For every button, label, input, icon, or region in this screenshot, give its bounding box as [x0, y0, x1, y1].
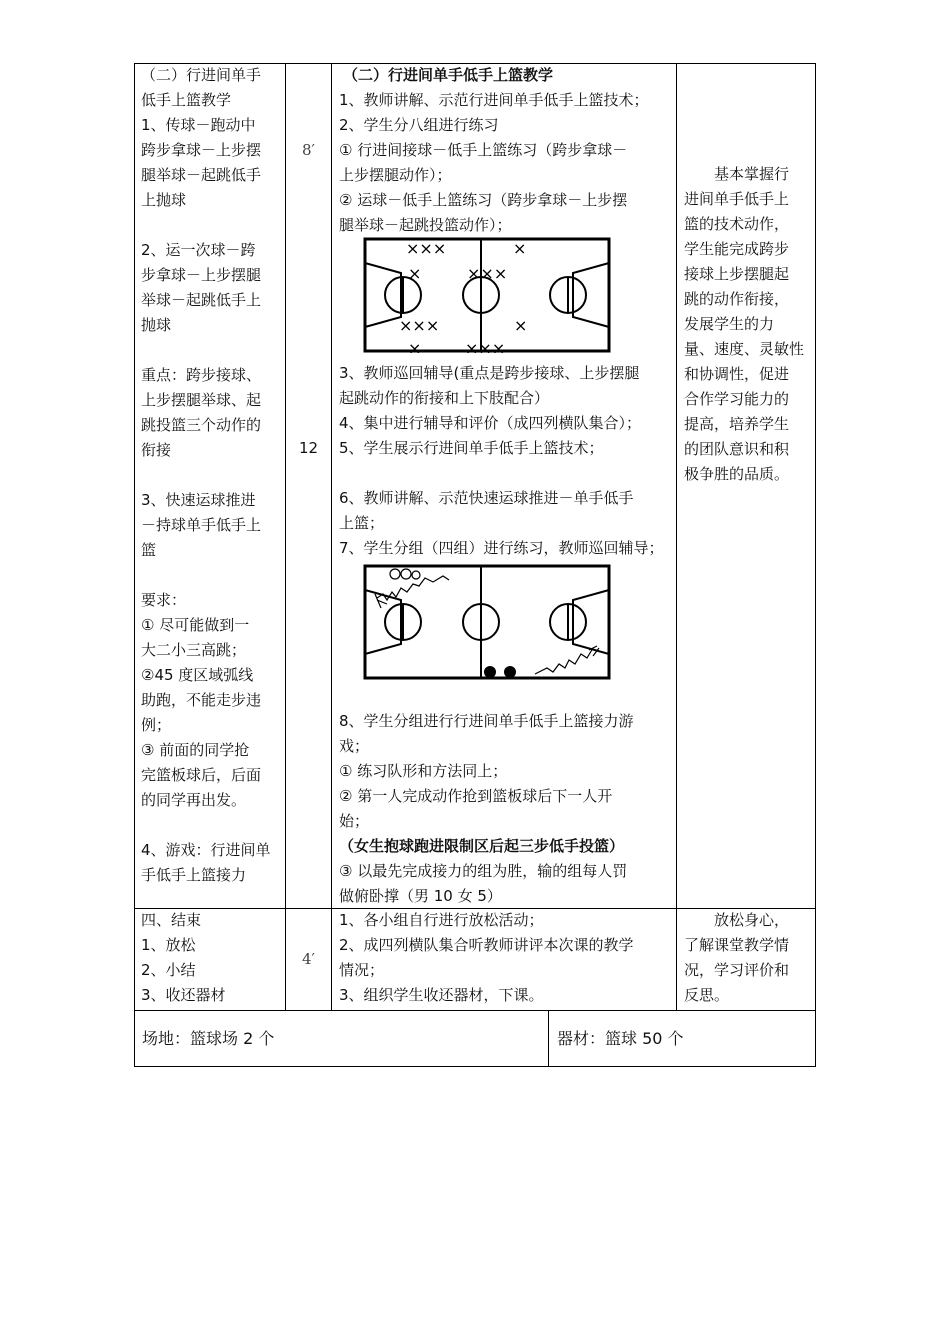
content-line: 完篮板球后，后面: [141, 766, 262, 784]
objective-line: 极争胜的品质。: [684, 465, 790, 483]
column-divider-3: [676, 63, 677, 1010]
objective-line: 合作学习能力的: [684, 390, 790, 408]
method-line: 做俯卧撑（男 10 女 5）: [339, 887, 502, 905]
ending-method-line: 3、组织学生收还器材，下课。: [339, 986, 544, 1004]
column-divider-2: [331, 63, 332, 1010]
teaching-methods-part2: [339, 361, 671, 561]
ending-objective-line: 了解课堂教学情: [684, 936, 790, 954]
content-line: 手低手上篮接力: [141, 866, 247, 884]
teaching-methods-part3: [339, 709, 671, 909]
content-line: [141, 338, 283, 363]
section-title: （二）行进间单手低手上篮教学: [343, 66, 554, 84]
objective-line: 提高，培养学生: [684, 415, 790, 433]
method-line: 8、学生分组进行行进间单手低手上篮接力游: [339, 712, 634, 730]
content-line: 跳投篮三个动作的: [141, 416, 262, 434]
formation-mark-left-4: ×: [408, 339, 422, 353]
court-diagram-formation: [363, 237, 611, 353]
method-line: 6、教师讲解、示范快速运球推进－单手低手: [339, 489, 634, 507]
formation-mark-left-top: ×××: [406, 239, 447, 258]
content-line: ① 尽可能做到一: [141, 616, 250, 634]
method-line: 起跳动作的衔接和上下肢配合）: [339, 389, 550, 407]
content-line: 3、快速运球推进: [141, 491, 256, 509]
method-line: ② 运球－低手上篮练习（跨步拿球－上步摆: [339, 191, 628, 209]
method-line: ③ 以最先完成接力的组为胜，输的组每人罚: [339, 862, 628, 880]
content-line: 举球－起跳低手上: [141, 291, 262, 309]
ending-method-line: 1、各小组自行进行放松活动；: [339, 911, 544, 929]
method-line: [339, 461, 671, 486]
venue-label: 场地：篮球场 2 个: [142, 1029, 275, 1048]
content-line: 2、运一次球－跨: [141, 241, 256, 259]
objective-line: 篮的技术动作，: [684, 215, 790, 233]
court-diagram-fast-break: [363, 564, 611, 680]
objective-line: 学生能完成跨步: [684, 240, 790, 258]
content-line: 助跑，不能走步违: [141, 691, 262, 709]
objective-line: 跳的动作衔接，: [684, 290, 790, 308]
method-line: 腿举球－起跳投篮动作）；: [339, 216, 512, 234]
content-line: 要求：: [141, 591, 187, 609]
objective-line: 基本掌握行: [714, 165, 790, 183]
method-line: 7、学生分组（四组）进行练习，教师巡回辅导；: [339, 539, 664, 557]
footer-divider: [548, 1010, 549, 1067]
formation-mark-mid-2: ×××: [467, 264, 508, 283]
method-line: 5、学生展示行进间单手低手上篮技术；: [339, 439, 604, 457]
content-line: 步拿球－上步摆腿: [141, 266, 262, 284]
ending-content-line: 2、小结: [141, 961, 196, 979]
method-line: 上步摆腿动作）；: [339, 166, 452, 184]
objective-line: 的团队意识和积: [684, 440, 790, 458]
formation-mark-left-3: ×××: [399, 316, 440, 335]
content-line: [141, 813, 283, 838]
content-line: [141, 213, 283, 238]
bold-note: （女生抱球跑进限制区后起三步低手投篮）: [339, 837, 625, 855]
method-line: ① 行进间接球－低手上篮练习（跨步拿球－: [339, 141, 628, 159]
content-line: 4、游戏：行进间单: [141, 841, 271, 859]
method-line: 上篮；: [339, 514, 385, 532]
content-line: ②45 度区域弧线: [141, 666, 254, 684]
ending-content-column: [141, 908, 283, 1008]
time-allocation-2: 12: [298, 439, 319, 457]
formation-mark-mid-top: ×: [513, 239, 527, 258]
ending-objective-line: 况，学习评价和: [684, 961, 790, 979]
ending-objectives-column: [684, 908, 809, 1008]
content-line: 例；: [141, 716, 172, 734]
content-line: 1、传球－跑动中: [141, 116, 256, 134]
time-allocation-1: 8′: [302, 141, 315, 159]
content-line: 腿举球－起跳低手: [141, 166, 262, 184]
method-line: 始；: [339, 812, 370, 830]
method-line: 戏；: [339, 737, 370, 755]
formation-mark-mid-4: ×××: [465, 339, 506, 353]
ending-content-line: 3、收还器材: [141, 986, 226, 1004]
objective-line: 发展学生的力: [684, 315, 775, 333]
method-line: ② 第一人完成动作抢到篮板球后下一人开: [339, 787, 613, 805]
teaching-methods-column: [339, 63, 671, 238]
ending-objective-line: 反思。: [684, 986, 730, 1004]
row-divider-2: [134, 1010, 816, 1011]
content-line: 篮: [141, 541, 157, 559]
content-line: [141, 463, 283, 488]
content-line: 抛球: [141, 316, 172, 334]
content-line: 的同学再出发。: [141, 791, 247, 809]
content-line: 衔接: [141, 441, 172, 459]
content-line: 大二小三高跳；: [141, 641, 247, 659]
ending-methods-column: [339, 908, 671, 1008]
method-line: 2、学生分八组进行练习: [339, 116, 499, 134]
objective-line: 和协调性，促进: [684, 365, 790, 383]
method-line: 4、集中进行辅导和评价（成四列横队集合）；: [339, 414, 642, 432]
method-line: ① 练习队形和方法同上；: [339, 762, 508, 780]
content-line: 上抛球: [141, 191, 187, 209]
objective-line: 接球上步摆腿起: [684, 265, 790, 283]
content-line: ③ 前面的同学抢: [141, 741, 250, 759]
ending-content-line: 1、放松: [141, 936, 196, 954]
content-line: －持球单手低手上: [141, 516, 262, 534]
ending-content-line: 四、结束: [141, 911, 202, 929]
content-line: 重点：跨步接球、: [141, 366, 262, 384]
main-content-column: [141, 63, 283, 888]
objective-line: 进间单手低手上: [684, 190, 790, 208]
column-divider-1: [285, 63, 286, 1010]
formation-mark-left-2: ×: [408, 264, 422, 283]
content-line: 低手上篮教学: [141, 91, 232, 109]
ending-method-line: 情况；: [339, 961, 385, 979]
content-line: 上步摆腿举球、起: [141, 391, 262, 409]
content-line: 跨步拿球－上步摆: [141, 141, 262, 159]
equipment-label: 器材：篮球 50 个: [557, 1029, 684, 1048]
method-line: 3、教师巡回辅导(重点是跨步接球、上步摆腿: [339, 364, 640, 382]
ending-objective-line: 放松身心，: [714, 911, 790, 929]
content-line: （二）行进间单手: [141, 66, 262, 84]
method-line: 1、教师讲解、示范行进间单手低手上篮技术；: [339, 91, 649, 109]
objectives-column: [684, 162, 809, 487]
ending-method-line: 2、成四列横队集合听教师讲评本次课的教学: [339, 936, 634, 954]
time-allocation-end: 4′: [302, 950, 315, 968]
formation-mark-mid-3: ×: [514, 316, 528, 335]
objective-line: 量、速度、灵敏性: [684, 340, 805, 358]
content-line: [141, 563, 283, 588]
